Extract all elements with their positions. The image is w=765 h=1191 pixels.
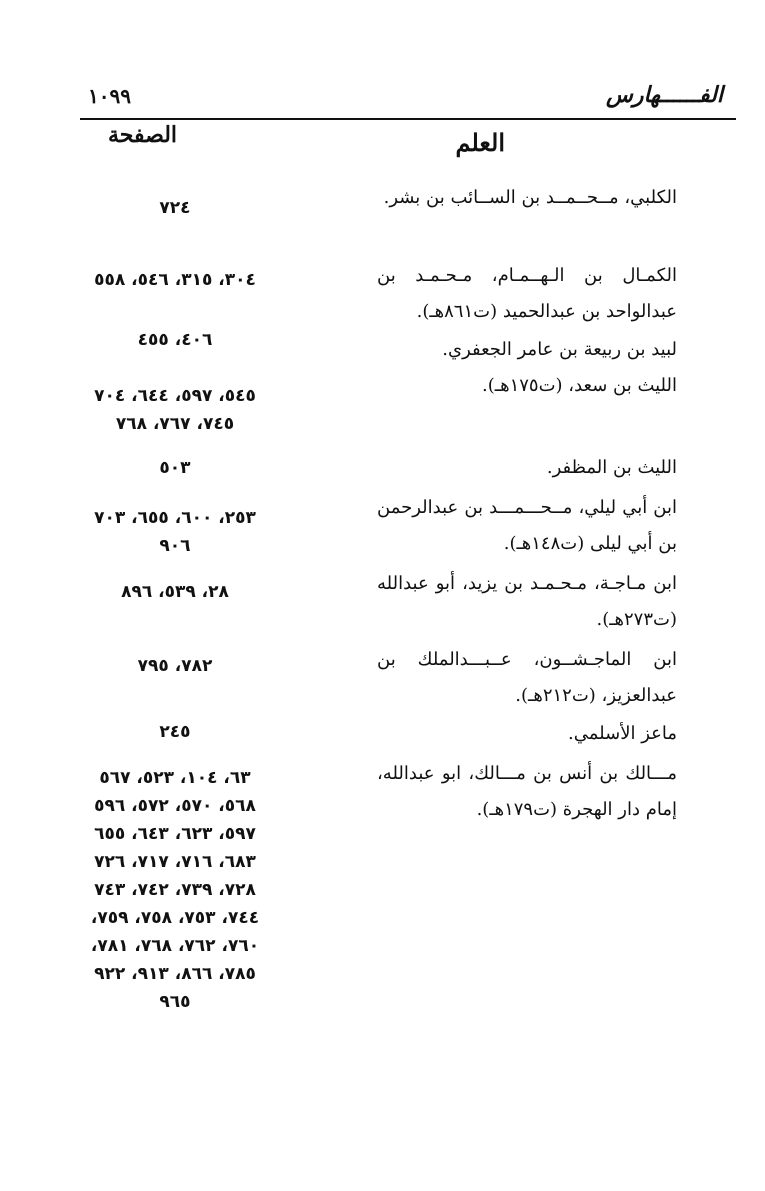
entry-name: مـــالك بن أنس بن مـــالك، ابو عبدالله، إمام دار الهجرة (ت١٧٩هـ). xyxy=(377,763,677,820)
header-divider xyxy=(80,118,736,120)
entry-pages xyxy=(80,382,270,438)
page-refs-line: ٧٤٤، ٧٥٣، ٧٥٨، ٧٥٩، xyxy=(90,908,260,928)
page-refs-line: ٥٩٧، ٦٢٣، ٦٤٣، ٦٥٥ xyxy=(94,824,256,844)
page-refs-line: ٢٤٥ xyxy=(159,722,191,742)
page-refs-line: ٩٦٥ xyxy=(159,992,191,1012)
page-column-heading: الصفحة xyxy=(108,122,178,148)
page-refs-line: ٥٤٥، ٥٩٧، ٦٤٤، ٧٠٤ xyxy=(94,386,256,406)
entry-name: ابن أبي ليلي، مــحـــمـــد بن عبدالرحمن بن أبي ليلى (ت١٤٨هـ). xyxy=(377,497,677,554)
entry-name: الليث بن سعد، (ت١٧٥هـ). xyxy=(482,375,677,396)
entry-pages xyxy=(80,578,270,606)
entry-pages xyxy=(80,718,270,746)
section-title: الفــــــهارس xyxy=(606,82,723,108)
page-number: ١٠٩٩ xyxy=(88,84,131,108)
page-refs-line: ٧٨٥، ٨٦٦، ٩١٣، ٩٢٢ xyxy=(94,964,256,984)
entry-pages xyxy=(80,454,270,482)
page-refs-line: ٣٠٤، ٣١٥، ٥٤٦، ٥٥٨ xyxy=(94,270,256,290)
entry-name: ابن مـاجـة، مـحـمـد بن يزيد، أبو عبدالله (ت٢٧٣هـ). xyxy=(377,573,677,630)
entry-name: ابن الماجـشــون، عــبـــدالملك بن عبدالعزيز، (ت٢١٢هـ). xyxy=(377,649,677,706)
page-refs-line: ٧٢٤ xyxy=(159,198,191,218)
page-refs-line: ٧٦٠، ٧٦٢، ٧٦٨، ٧٨١، xyxy=(90,936,260,956)
page-refs-line: ٦٣، ١٠٤، ٥٢٣، ٥٦٧ xyxy=(99,768,251,788)
page-refs-line: ٧٨٢، ٧٩٥ xyxy=(137,656,213,676)
entry-name: الكمـال بن الـهــمـام، مـحـمـد بن عبدالواحد بن عبدالحميد (ت٨٦١هـ). xyxy=(377,265,677,322)
page-refs-line: ٢٨، ٥٣٩، ٨٩٦ xyxy=(121,582,229,602)
page-refs-line: ٢٥٣، ٦٠٠، ٦٥٥، ٧٠٣ xyxy=(94,508,256,528)
entry-name: ماعز الأسلمي. xyxy=(568,723,677,744)
entry-pages xyxy=(80,194,270,222)
entry-name: الكلبي، مــحــمــد بن الســائب بن بشر. xyxy=(383,187,677,208)
page-refs-line: ٥٠٣ xyxy=(159,458,191,478)
entry-pages xyxy=(80,504,270,560)
page-refs-line: ٦٨٣، ٧١٦، ٧١٧، ٧٢٦ xyxy=(94,852,256,872)
page-refs-line: ٥٦٨، ٥٧٠، ٥٧٢، ٥٩٦ xyxy=(94,796,256,816)
entry-name: لبيد بن ربيعة بن عامر الجعفري. xyxy=(442,339,677,360)
page-refs-line: ٤٠٦، ٤٥٥ xyxy=(137,330,213,350)
entry-pages xyxy=(80,326,270,354)
entry-pages xyxy=(80,652,270,680)
entry-name: الليث بن المظفر. xyxy=(546,457,677,478)
name-column-heading: العلم xyxy=(455,128,505,157)
page-refs-line: ٧٢٨، ٧٣٩، ٧٤٢، ٧٤٣ xyxy=(94,880,256,900)
page-refs-line: ٩٠٦ xyxy=(159,536,191,556)
entry-pages xyxy=(80,764,270,1016)
page-refs-line: ٧٤٥، ٧٦٧، ٧٦٨ xyxy=(115,414,235,434)
entry-pages xyxy=(80,266,270,294)
